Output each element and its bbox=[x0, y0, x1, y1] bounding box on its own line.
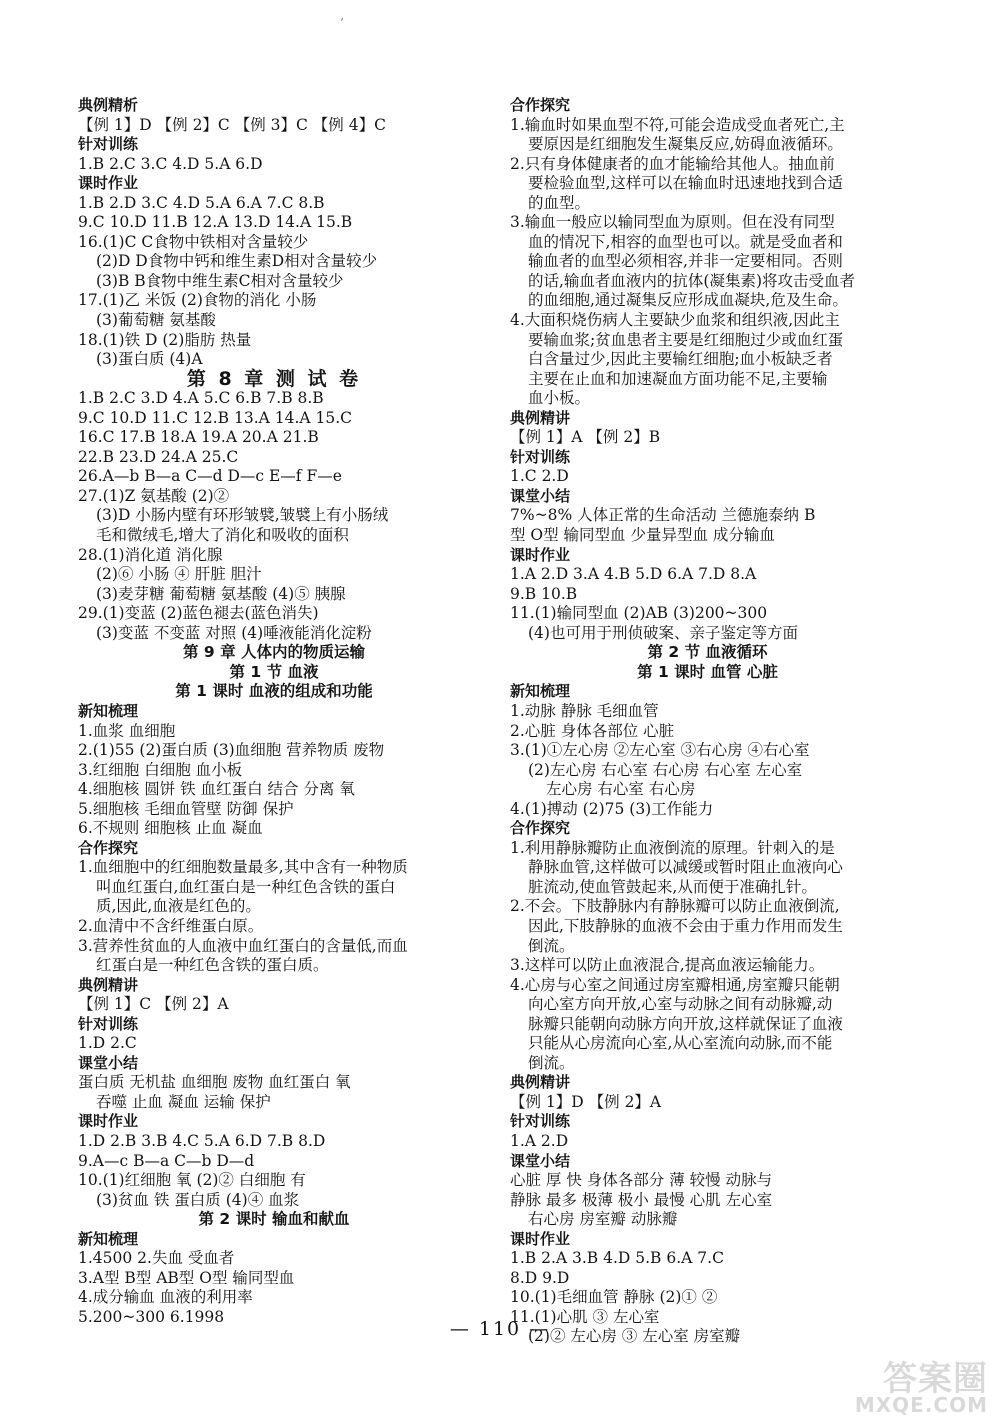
answer-line: 1.输血时如果血型不符,可能会造成受血者死亡,主 bbox=[510, 115, 845, 134]
answer-line: 2.血清中不含纤维蛋白原。 bbox=[78, 916, 264, 935]
answer-line: 3.A型 B型 AB型 O型 输同型血 bbox=[78, 1268, 295, 1287]
answer-line: 主要在止血和加速凝血方面功能不足,主要输 bbox=[528, 369, 828, 388]
answer-line: 毛和微绒毛,增大了消化和吸收的面积 bbox=[96, 526, 349, 545]
answer-line: 1.A 2.D 3.A 4.B 5.D 6.A 7.D 8.A bbox=[510, 565, 757, 584]
answer-line: 要检验血型,这样可以在输血时迅速地找到合适 bbox=[528, 174, 843, 193]
answer-line: 因此,下肢静脉的血液不会由于重力作用而发生 bbox=[528, 916, 843, 935]
answer-line: (2)D D食物中钙和维生素D相对含量较少 bbox=[96, 252, 378, 271]
section-heading: 第 2 课时 输血和献血 bbox=[198, 1210, 350, 1229]
answer-line: 4.成分输血 血液的利用率 bbox=[78, 1288, 253, 1307]
answer-line: 17.(1)乙 米饭 (2)食物的消化 小肠 bbox=[78, 291, 317, 310]
answer-line: 质,因此,血液是红色的。 bbox=[96, 897, 261, 916]
page-number: — 110 — bbox=[449, 1318, 551, 1340]
answer-line: 2.心脏 身体各部位 心脏 bbox=[510, 721, 675, 740]
section-heading: 第 9 章 人体内的物质运输 bbox=[183, 643, 365, 662]
answer-line: 1.血细胞中的红细胞数量最多,其中含有一种物质 bbox=[78, 858, 408, 877]
answer-line: 4.细胞核 圆饼 铁 血红蛋白 结合 分离 氧 bbox=[78, 780, 355, 799]
answer-line: (3)葡萄糖 氨基酸 bbox=[96, 311, 216, 330]
answer-line: 26.A—b B—a C—d D—c E—f F—e bbox=[78, 467, 342, 486]
section-heading: 课时作业 bbox=[510, 1229, 571, 1248]
answer-line: 2.不会。下肢静脉内有静脉瓣可以防止血液倒流, bbox=[510, 897, 840, 916]
answer-line: 1.D 2.C bbox=[78, 1034, 137, 1053]
answer-line: 9.C 10.D 11.B 12.A 13.D 14.A 15.B bbox=[78, 213, 353, 232]
answer-line: 1.A 2.D bbox=[510, 1131, 569, 1150]
answer-line: 1.B 2.D 3.C 4.D 5.A 6.A 7.C 8.B bbox=[78, 193, 325, 212]
answer-line: 6.不规则 细胞核 止血 凝血 bbox=[78, 819, 263, 838]
answer-line: 血小板。 bbox=[528, 389, 591, 408]
answer-line: 8.D 9.D bbox=[510, 1268, 570, 1287]
answer-line: 28.(1)消化道 消化腺 bbox=[78, 545, 223, 564]
answer-line: 10.(1)毛细血管 静脉 (2)① ② bbox=[510, 1288, 718, 1307]
answer-line: 心脏 厚 快 身体各部分 薄 较慢 动脉与 bbox=[510, 1171, 773, 1190]
answer-line: 倒流。 bbox=[528, 1053, 575, 1072]
answer-line: 【例 1】C 【例 2】A bbox=[78, 995, 229, 1014]
answer-line: (2)⑥ 小肠 ④ 肝脏 胆汁 bbox=[96, 565, 262, 584]
section-heading: 第 2 节 血液循环 bbox=[647, 643, 768, 662]
answer-line: 3.这样可以防止血液混合,提高血液运输能力。 bbox=[510, 956, 825, 975]
section-heading: 新知梳理 bbox=[510, 682, 571, 701]
answer-line: 脏流动,使血管鼓起来,从而便于准确扎针。 bbox=[528, 877, 817, 896]
answer-line: 5.200~300 6.1998 bbox=[78, 1307, 225, 1326]
answer-line: 3.输血一般应以输同型血为原则。但在没有同型 bbox=[510, 213, 835, 232]
answer-line: 18.(1)铁 D (2)脂肪 热量 bbox=[78, 330, 252, 349]
answer-line: 3.红细胞 白细胞 血小板 bbox=[78, 760, 243, 779]
answer-line: 的血细胞,通过凝集反应形成血凝块,危及生命。 bbox=[528, 291, 848, 310]
section-heading: 课时作业 bbox=[510, 545, 571, 564]
answer-line: 的血型。 bbox=[528, 193, 591, 212]
answer-line: (3)变蓝 不变蓝 对照 (4)唾液能消化淀粉 bbox=[96, 623, 372, 642]
section-heading: 针对训练 bbox=[78, 135, 139, 154]
answer-line: 1.C 2.D bbox=[510, 467, 569, 486]
section-heading: 合作探究 bbox=[510, 819, 571, 838]
answer-column-left bbox=[78, 96, 470, 1327]
answer-line: 红蛋白是一种红色含铁的蛋白质。 bbox=[96, 956, 329, 975]
answer-line: 1.B 2.C 3.D 4.A 5.C 6.B 7.B 8.B bbox=[78, 389, 324, 408]
answer-line: 的话,输血者血液内的抗体(凝集素)将攻击受血者 bbox=[528, 271, 856, 290]
answer-line: 1.B 2.C 3.C 4.D 5.A 6.D bbox=[78, 154, 263, 173]
answer-line: 27.(1)Z 氨基酸 (2)② bbox=[78, 486, 230, 505]
answer-line: 向心室方向开放,心室与动脉之间有动脉瓣,动 bbox=[528, 995, 833, 1014]
section-heading: 第 1 课时 血管 心脏 bbox=[637, 662, 778, 681]
answer-line: 1.B 2.A 3.B 4.D 5.B 6.A 7.C bbox=[510, 1249, 724, 1268]
section-heading: 针对训练 bbox=[510, 447, 571, 466]
section-heading: 第 1 节 血液 bbox=[229, 662, 319, 681]
answer-line: 1.D 2.B 3.B 4.C 5.A 6.D 7.B 8.D bbox=[78, 1131, 326, 1150]
answer-line: 22.B 23.D 24.A 25.C bbox=[78, 447, 239, 466]
answer-line: 1.动脉 静脉 毛细血管 bbox=[510, 701, 659, 720]
section-heading: 新知梳理 bbox=[78, 701, 139, 720]
answer-line: 4.(1)搏动 (2)75 (3)工作能力 bbox=[510, 799, 714, 818]
answer-line: 【例 1】A 【例 2】B bbox=[510, 428, 661, 447]
answer-line: 【例 1】D 【例 2】A bbox=[510, 1092, 662, 1111]
section-heading: 课时作业 bbox=[78, 174, 139, 193]
section-heading: 课堂小结 bbox=[510, 1151, 571, 1170]
answer-line: (3)B B食物中维生素C相对含量较少 bbox=[96, 271, 344, 290]
answer-line: 2.只有身体健康者的血才能输给其他人。抽血前 bbox=[510, 154, 835, 173]
section-heading: 合作探究 bbox=[510, 96, 571, 114]
answer-line: 静脉血管,这样做可以减缓或暂时阻止血液向心 bbox=[528, 858, 843, 877]
answer-line: 蛋白质 无机盐 血细胞 废物 血红蛋白 氧 bbox=[78, 1073, 351, 1092]
section-heading: 针对训练 bbox=[78, 1014, 139, 1033]
answer-line: 4.心房与心室之间通过房室瓣相通,房室瓣只能朝 bbox=[510, 975, 840, 994]
answer-line: 16.C 17.B 18.A 19.A 20.A 21.B bbox=[78, 428, 319, 447]
answer-line: 9.C 10.D 11.C 12.B 13.A 14.A 15.C bbox=[78, 408, 353, 427]
answer-line: (3)麦芽糖 葡萄糖 氨基酸 (4)⑤ 胰腺 bbox=[96, 584, 346, 603]
answer-line: (4)也可用于刑侦破案、亲子鉴定等方面 bbox=[528, 623, 798, 642]
answer-line: 1.4500 2.失血 受血者 bbox=[78, 1249, 235, 1268]
answer-line: 11.(1)输同型血 (2)AB (3)200~300 bbox=[510, 604, 768, 623]
answer-line: 左心房 右心室 右心房 bbox=[546, 780, 696, 799]
answer-line: 吞噬 止血 凝血 运输 保护 bbox=[96, 1092, 271, 1111]
answer-line: 输血者的血型必须相容,并非一定要相同。否则 bbox=[528, 252, 843, 271]
section-heading: 第 1 课时 血液的组成和功能 bbox=[175, 682, 373, 701]
answer-line: 【例 1】D 【例 2】C 【例 3】C 【例 4】C bbox=[78, 115, 386, 134]
answer-line: 要原因是红细胞发生凝集反应,妨碍血液循环。 bbox=[528, 135, 843, 154]
watermark-logo bbox=[854, 1351, 992, 1417]
answer-line: 7%~8% 人体正常的生命活动 兰德施泰纳 B bbox=[510, 506, 816, 525]
answer-line: 11.(1)心肌 ③ 左心室 bbox=[510, 1307, 660, 1326]
answer-line: 1.血浆 血细胞 bbox=[78, 721, 176, 740]
answer-line: 3.营养性贫血的人血液中血红蛋白的含量低,而血 bbox=[78, 936, 408, 955]
answer-line: 9.A—c B—a C—b D—d bbox=[78, 1151, 255, 1170]
section-heading: 典例精讲 bbox=[78, 975, 139, 994]
answer-line: 5.细胞核 毛细血管壁 防御 保护 bbox=[78, 799, 294, 818]
section-heading: 针对训练 bbox=[510, 1112, 571, 1131]
answer-line: 只能从心房流向心室,从心室流向动脉,而不能 bbox=[528, 1034, 833, 1053]
answer-line: (3)贫血 铁 蛋白质 (4)④ 血浆 bbox=[96, 1190, 300, 1209]
answer-line: (2)左心房 右心室 右心房 右心室 左心室 bbox=[528, 760, 803, 779]
watermark-text-bottom: MXQE.COM bbox=[854, 1393, 988, 1417]
answer-line: 1.利用静脉瓣防止血液倒流的原理。针刺入的是 bbox=[510, 838, 835, 857]
answer-line: 右心房 房室瓣 动脉瓣 bbox=[528, 1210, 678, 1229]
answer-line: (2)② 左心房 ③ 左心室 房室瓣 bbox=[528, 1327, 741, 1346]
answer-line: 静脉 最多 极薄 极小 最慢 心肌 左心室 bbox=[510, 1190, 773, 1209]
answer-line: 脉瓣只能朝向动脉方向开放,这样就保证了血液 bbox=[528, 1014, 843, 1033]
scan-mark: ’ bbox=[340, 16, 344, 30]
section-heading: 典例精讲 bbox=[510, 1073, 571, 1092]
section-heading: 课时作业 bbox=[78, 1112, 139, 1131]
answer-line: 3.(1)①左心房 ②左心室 ③右心房 ④右心室 bbox=[510, 741, 810, 760]
section-heading: 课堂小结 bbox=[78, 1053, 139, 1072]
answer-line: 29.(1)变蓝 (2)蓝色褪去(蓝色消失) bbox=[78, 604, 319, 623]
section-heading: 课堂小结 bbox=[510, 486, 571, 505]
answer-line: 型 O型 输同型血 少量异型血 成分输血 bbox=[510, 526, 775, 545]
answer-line: 10.(1)红细胞 氧 (2)② 白细胞 有 bbox=[78, 1171, 306, 1190]
answer-line: 9.B 10.B bbox=[510, 584, 578, 603]
answer-line: (3)D 小肠内壁有环形皱襞,皱襞上有小肠绒 bbox=[96, 506, 389, 525]
answer-line: 要输血浆;贫血患者主要是红细胞过少或血红蛋 bbox=[528, 330, 844, 349]
answer-line: 4.大面积烧伤病人主要缺少血浆和组织液,因此主 bbox=[510, 311, 840, 330]
answer-line: 血的情况下,相容的血型也可以。就是受血者和 bbox=[528, 232, 843, 251]
section-heading: 合作探究 bbox=[78, 838, 139, 857]
answer-line: 16.(1)C C食物中铁相对含量较少 bbox=[78, 232, 309, 251]
section-heading: 新知梳理 bbox=[78, 1229, 139, 1248]
answer-line: 叫血红蛋白,血红蛋白是一种红色含铁的蛋白 bbox=[96, 877, 396, 896]
answer-line: 白含量过少,因此主要输红细胞;血小板缺乏者 bbox=[528, 350, 833, 369]
answer-line: 倒流。 bbox=[528, 936, 575, 955]
answer-line: 2.(1)55 (2)蛋白质 (3)血细胞 营养物质 废物 bbox=[78, 741, 385, 760]
answer-line: (3)蛋白质 (4)A bbox=[96, 350, 203, 369]
answer-column-right bbox=[510, 96, 905, 1347]
section-heading: 第 8 章 测 试 卷 bbox=[186, 367, 362, 390]
watermark-text-top: 答案圈 bbox=[883, 1359, 988, 1399]
section-heading: 典例精析 bbox=[78, 96, 139, 114]
section-heading: 典例精讲 bbox=[510, 408, 571, 427]
